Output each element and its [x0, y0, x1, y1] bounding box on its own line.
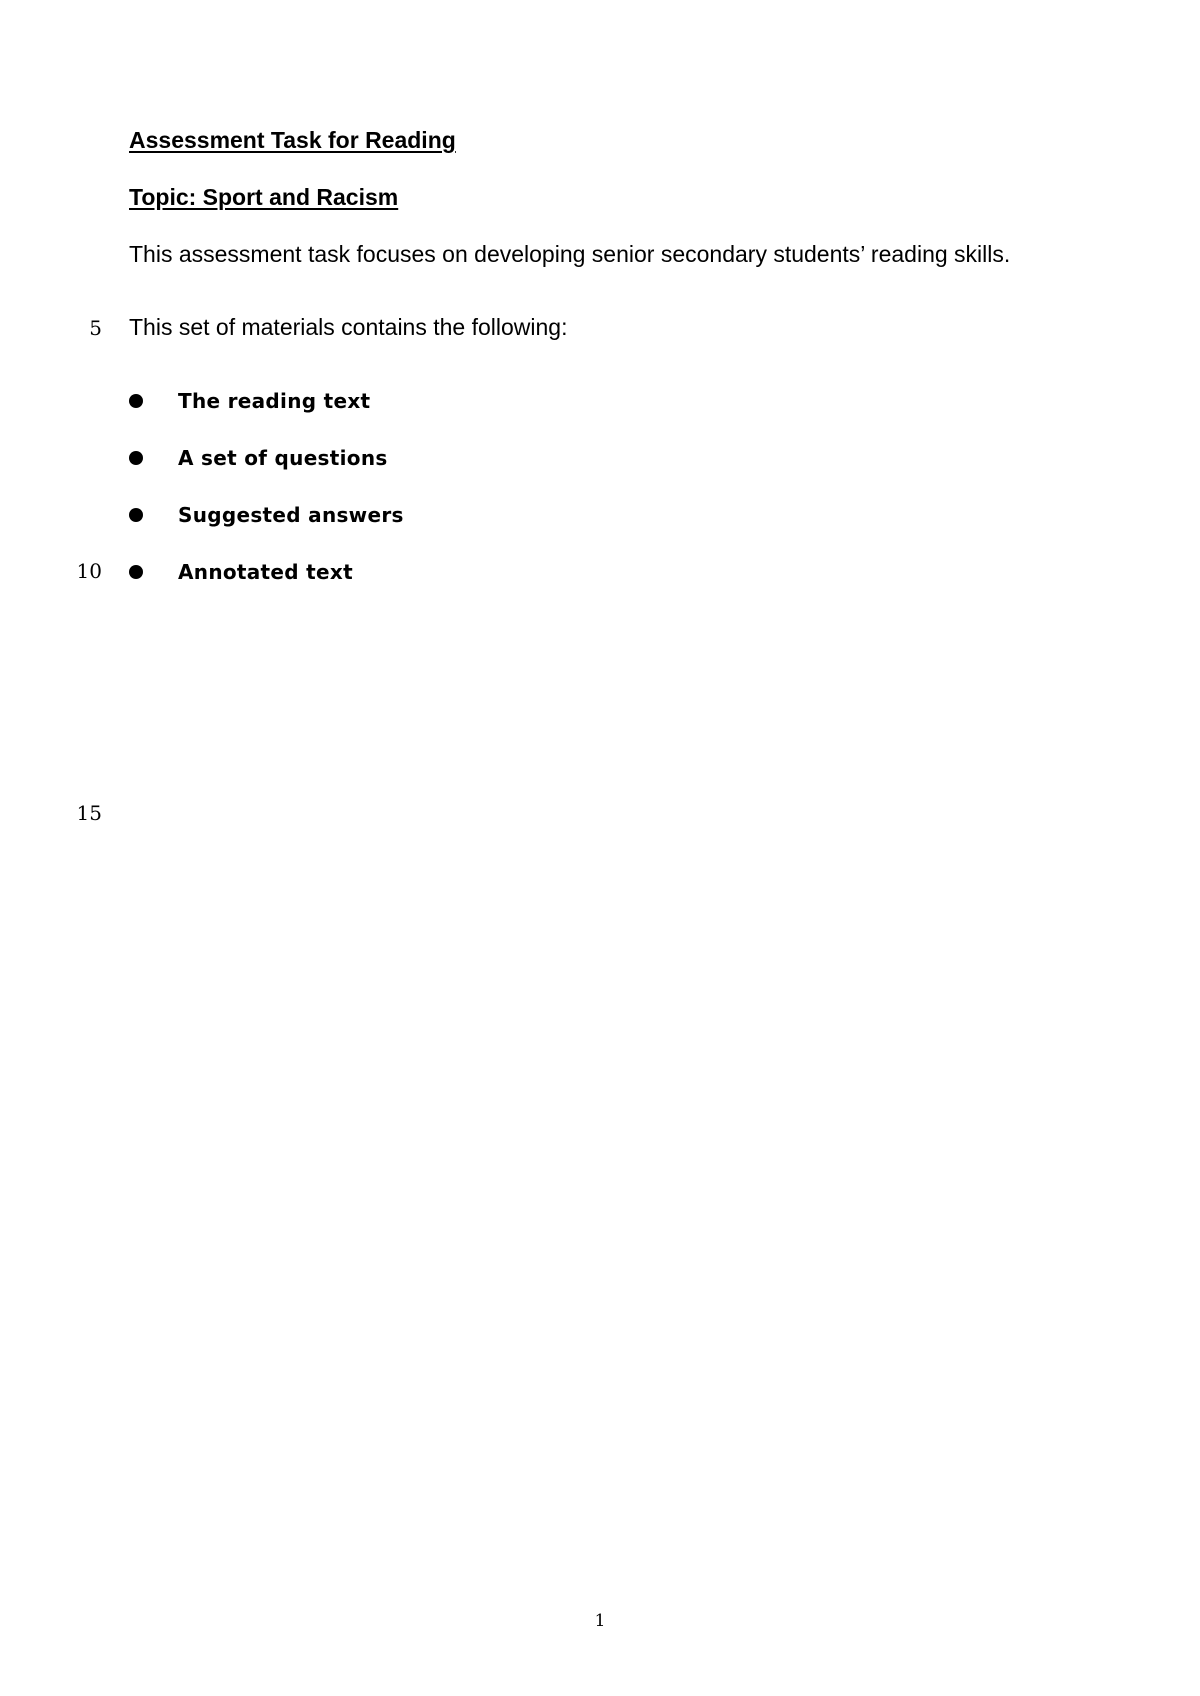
document-title: Assessment Task for Reading — [129, 127, 456, 153]
list-item — [129, 559, 353, 585]
list-item-label: The reading text — [178, 389, 371, 413]
intro-paragraph: This assessment task focuses on developing senior secondary students’ reading skills. — [129, 241, 1011, 267]
list-item — [129, 445, 388, 471]
list-item-label: A set of questions — [178, 446, 388, 470]
list-item-label: Annotated text — [178, 560, 353, 584]
bullet-icon — [129, 451, 143, 465]
line-number-15: 15 — [76, 801, 102, 825]
list-item — [129, 388, 371, 414]
document-topic: Topic: Sport and Racism — [129, 184, 399, 210]
line-number-10: 10 — [76, 559, 102, 583]
page-number: 1 — [594, 1611, 606, 1631]
list-item-label: Suggested answers — [178, 503, 404, 527]
bullet-icon — [129, 394, 143, 408]
bullet-icon — [129, 508, 143, 522]
bullet-icon — [129, 565, 143, 579]
list-item — [129, 502, 404, 528]
materials-intro-paragraph: This set of materials contains the following: — [129, 314, 568, 340]
line-number-5: 5 — [89, 316, 102, 340]
